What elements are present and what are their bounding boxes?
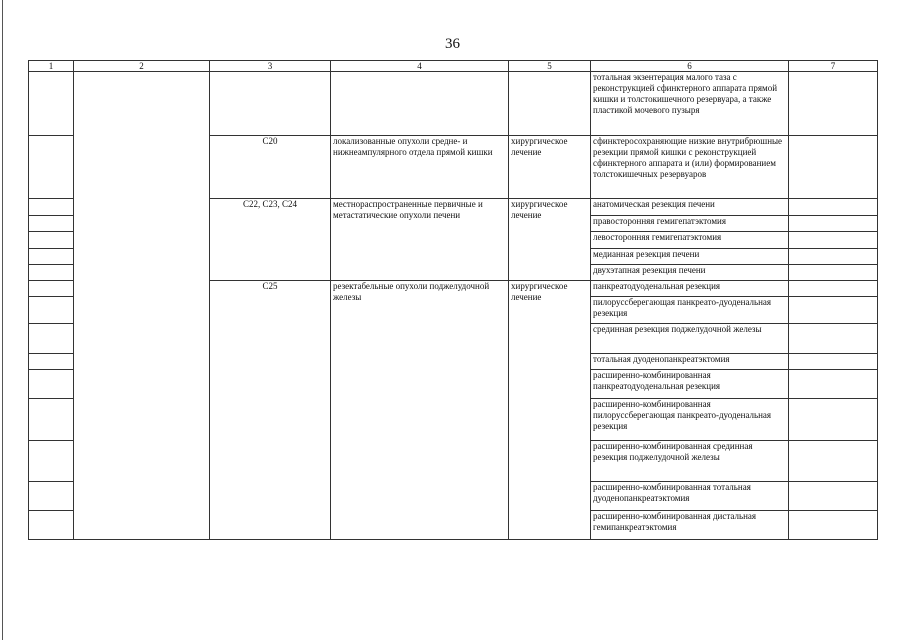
condition-description: резектабельные опухоли поджелудочной железы: [331, 281, 509, 540]
cell-col7: [789, 441, 878, 482]
treatment-type: хирургическое лечение: [509, 281, 591, 540]
treatment-method: сфинктеросохраняющие низкие внутрибрюшные резекции прямой кишки с реконструкцией сфинктерного аппарата и (или) формированием толстокишечных резервуаров: [591, 136, 789, 199]
treatment-method: расширенно-комбинированная пилоруссберегающая панкреато-дуоденальная резекция: [591, 399, 789, 441]
treatment-method: анатомическая резекция печени: [591, 199, 789, 216]
table-body: [29, 61, 878, 540]
cell-col7: [789, 232, 878, 249]
cell-col7: [789, 354, 878, 370]
treatment-type: хирургическое лечение: [509, 199, 591, 281]
condition-description: локализованные опухоли средне- и нижнеампулярного отдела прямой кишки: [331, 136, 509, 199]
treatment-method: тотальная экзентерация малого таза с реконструкцией сфинктерного аппарата прямой кишки и толстокишечного резервуара, а также пластикой мочевого пузыря: [591, 72, 789, 136]
cell-col1: [29, 136, 74, 199]
treatment-method: расширенно-комбинированная дистальная гемипанкреатэктомия: [591, 511, 789, 540]
treatment-method: расширенно-комбинированная тотальная дуоденопанкреатэктомия: [591, 482, 789, 511]
table-row: [29, 72, 878, 136]
header-row: [29, 61, 878, 72]
cell-col7: [789, 511, 878, 540]
treatment-method: расширенно-комбинированная срединная резекция поджелудочной железы: [591, 441, 789, 482]
cell-col1: [29, 216, 74, 232]
cell-col1: [29, 511, 74, 540]
cell-col1: [29, 265, 74, 281]
cell-col1: [29, 441, 74, 482]
cell-col7: [789, 324, 878, 354]
condition-description: [331, 72, 509, 136]
cell-col7: [789, 265, 878, 281]
cell-col1: [29, 232, 74, 249]
treatment-method: панкреатодуоденальная резекция: [591, 281, 789, 297]
cell-col1: [29, 199, 74, 216]
treatment-type: хирургическое лечение: [509, 136, 591, 199]
condition-description: местнораспространенные первичные и метастатические опухоли печени: [331, 199, 509, 281]
cell-col7: [789, 136, 878, 199]
treatment-method: тотальная дуоденопанкреатэктомия: [591, 354, 789, 370]
diagnosis-code: С22, С23, С24: [210, 199, 331, 281]
column-number: 7: [789, 61, 878, 72]
column-number: 6: [591, 61, 789, 72]
treatment-method: правосторонняя гемигепатэктомия: [591, 216, 789, 232]
column-number: 3: [210, 61, 331, 72]
column-number: 2: [74, 61, 210, 72]
cell-col1: [29, 297, 74, 324]
cell-col1: [29, 249, 74, 265]
cell-col1: [29, 354, 74, 370]
treatment-method: левосторонняя гемигепатэктомия: [591, 232, 789, 249]
column-number: 4: [331, 61, 509, 72]
page-number: 36: [445, 36, 460, 52]
diagnosis-code: С20: [210, 136, 331, 199]
diagnosis-code: С25: [210, 281, 331, 540]
cell-col7: [789, 281, 878, 297]
cell-col7: [789, 216, 878, 232]
cell-col1: [29, 399, 74, 441]
cell-col1: [29, 482, 74, 511]
cell-col7: [789, 72, 878, 136]
treatment-method: расширенно-комбинированная панкреатодуоденальная резекция: [591, 370, 789, 399]
cell-col1: [29, 324, 74, 354]
column-number: 5: [509, 61, 591, 72]
services-table: [28, 60, 878, 540]
cell-col7: [789, 297, 878, 324]
cell-col1: [29, 370, 74, 399]
page-left-edge: [2, 0, 3, 640]
cell-col7: [789, 249, 878, 265]
treatment-method: срединная резекция поджелудочной железы: [591, 324, 789, 354]
cell-col7: [789, 482, 878, 511]
treatment-method: двухэтапная резекция печени: [591, 265, 789, 281]
cell-col1: [29, 281, 74, 297]
cell-col7: [789, 199, 878, 216]
treatment-type: [509, 72, 591, 136]
column-number: 1: [29, 61, 74, 72]
cell-col7: [789, 399, 878, 441]
treatment-method: пилоруссберегающая панкреато-дуоденальная резекция: [591, 297, 789, 324]
cell-col1: [29, 72, 74, 136]
treatment-method: медианная резекция печени: [591, 249, 789, 265]
diagnosis-code: [210, 72, 331, 136]
cell-col2: [74, 72, 210, 540]
cell-col7: [789, 370, 878, 399]
